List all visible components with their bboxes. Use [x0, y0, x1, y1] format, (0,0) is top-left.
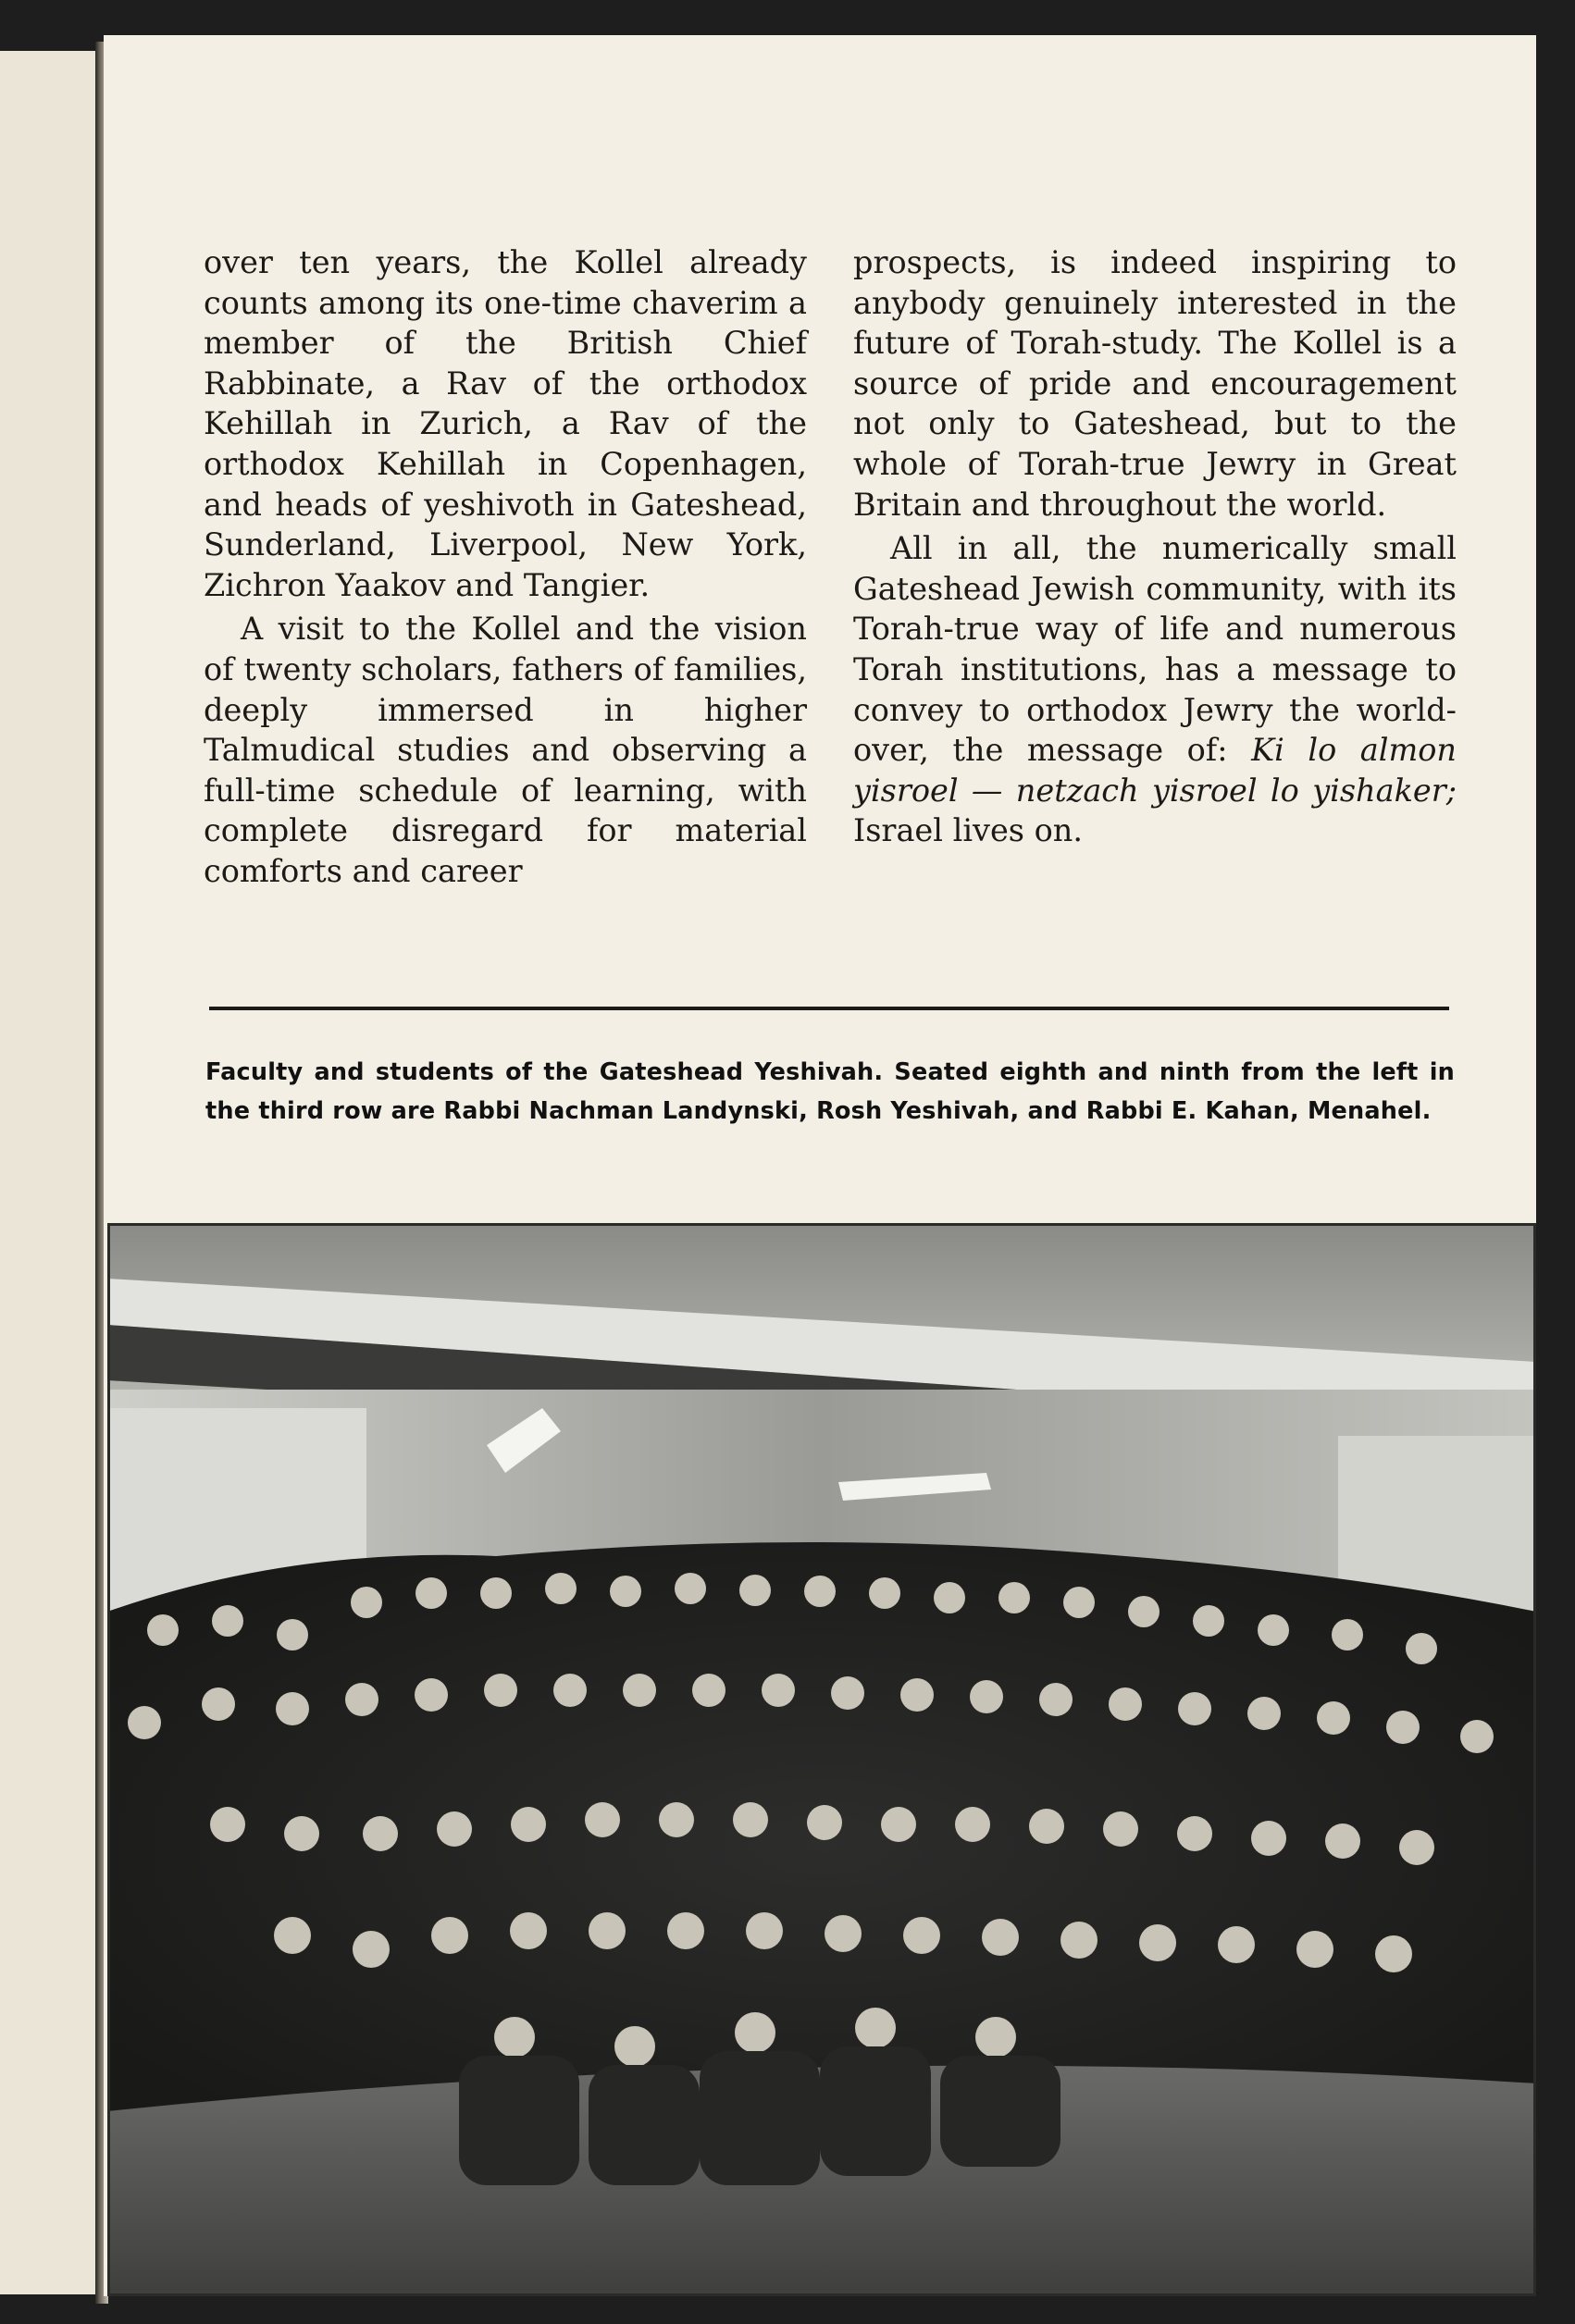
paragraph-2-end: Israel lives on. — [853, 812, 1084, 849]
section-divider — [209, 1007, 1449, 1010]
right-paragraph-1: prospects, is indeed inspiring to anybody genuinely interested in the future of Torah-study. The Kollel is a source of pride and encouragement not only to Gateshead, but to the whole of Torah-true Jewry in Great Britain and throughout the world. — [853, 244, 1457, 523]
right-text-column — [853, 242, 1457, 851]
hebrew-quote: Ki lo almon yisroel — netzach yisroel lo yishaker; — [853, 732, 1457, 809]
right-paragraph-2 — [853, 528, 1457, 851]
left-paragraph-1: over ten years, the Kollel already counts among its one-time chaverim a member of the British Chief Rabbinate, a Rav of the orthodox Kehillah in Zurich, a Rav of the orthodox Kehillah in Copenhagen, and heads of yeshivoth in Gateshead, Sunderland, Liverpool, New York, Zichron Yaakov and Tangier. — [204, 244, 807, 603]
left-text-column — [204, 242, 807, 892]
left-paragraph-2: A visit to the Kollel and the vision of twenty scholars, fathers of families, deeply immersed in higher Talmudical studies and observing a full-time schedule of learning, with complete disregard for material comforts and career — [204, 611, 807, 889]
photo-caption: Faculty and students of the Gateshead Yeshivah. Seated eighth and ninth from the left in the third row are Rabbi Nachman Landynski, Rosh Yeshivah, and Rabbi E. Kahan, Menahel. — [205, 1058, 1455, 1125]
paragraph-2-start: All in all, the numerically small Gateshead Jewish community, with its Torah-true way of life and numerous Torah institutions, has a message to convey to orthodox Jewry the world-over, the message of: — [853, 530, 1457, 769]
group-photograph — [107, 1223, 1536, 2296]
left-page-edge — [0, 51, 98, 2294]
